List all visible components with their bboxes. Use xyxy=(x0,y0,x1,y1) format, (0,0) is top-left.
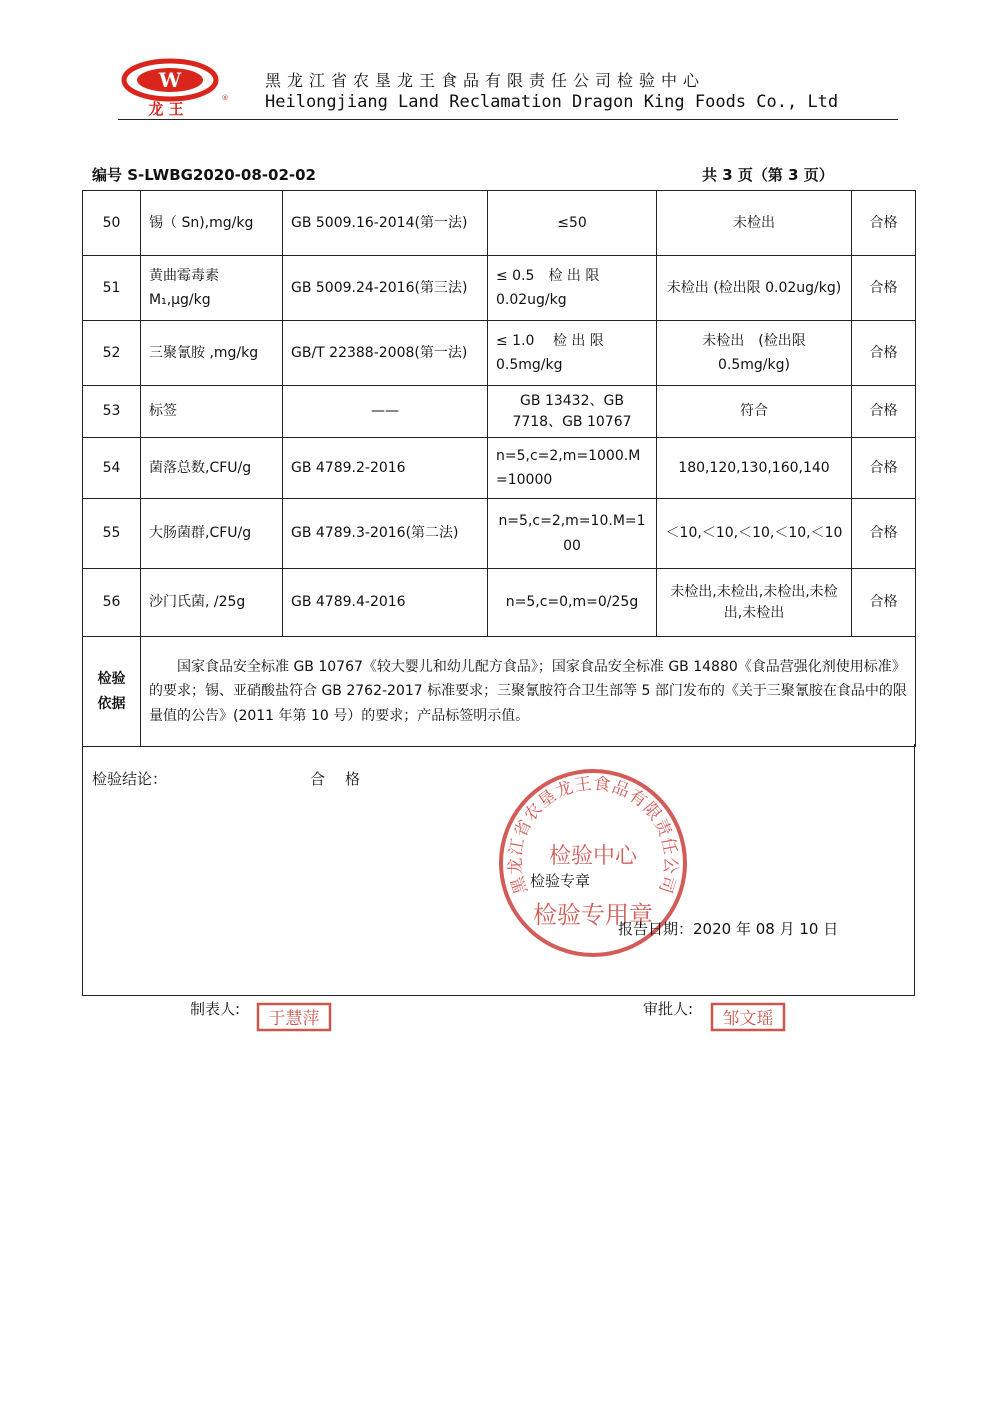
header-divider xyxy=(118,119,898,120)
test-result: ＜10,＜10,＜10,＜10,＜10 xyxy=(657,499,852,569)
seal-center-2: 检验专用章 xyxy=(533,901,653,929)
row-number: 53 xyxy=(83,386,141,438)
approved-by-label: 审批人: xyxy=(643,1000,694,1018)
row-number: 54 xyxy=(83,438,141,499)
approved-by-name: 邹文瑶 xyxy=(722,1009,774,1029)
conclusion-value: 合格 xyxy=(310,770,381,788)
page-count: 共 3 页（第 3 页） xyxy=(702,166,834,184)
limit-value: n=5,c=0,m=0/25g xyxy=(488,569,657,637)
approved-by-signature-stamp xyxy=(710,1002,786,1032)
test-item: 锡（ Sn),mg/kg xyxy=(141,191,283,256)
row-number: 51 xyxy=(83,256,141,321)
svg-text:®: ® xyxy=(221,94,229,102)
company-name-en: Heilongjiang Land Reclamation Dragon King Foods Co., Ltd xyxy=(265,92,839,112)
test-item: 三聚氰胺 ,mg/kg xyxy=(141,321,283,386)
limit-value: ≤50 xyxy=(488,191,657,256)
test-item: 黄曲霉毒素 M₁,μg/kg xyxy=(141,256,283,321)
verdict: 合格 xyxy=(852,569,916,637)
seal-caption: 检验专章 xyxy=(530,872,591,890)
basis-text: 国家食品安全标准 GB 10767《较大婴儿和幼儿配方食品》；国家食品安全标准 GB 14880《食品营强化剂使用标准》的要求；锡、亚硝酸盐符合 GB 2762-2017 标准要求；三聚氰胺符合卫生部等 5 部门发布的《关于三聚氰胺在食品中的限量值的公告》(2011 年第 10 号）的要求；产品标签明示值。 xyxy=(141,637,916,747)
logo-text: 龙 王 xyxy=(148,100,184,118)
table-row xyxy=(83,191,916,256)
test-result: 未检出 (检出限 0.5mg/kg) xyxy=(657,321,852,386)
limit-value: n=5,c=2,m=10.M=100 xyxy=(488,499,657,569)
verdict: 合格 xyxy=(852,499,916,569)
company-name-cn: 黑龙江省农垦龙王食品有限责任公司检验中心 xyxy=(265,71,706,90)
test-item: 菌落总数,CFU/g xyxy=(141,438,283,499)
test-method: GB 4789.4-2016 xyxy=(283,569,488,637)
limit-value: ≤ 0.5 检 出 限 0.02ug/kg xyxy=(488,256,657,321)
report-number: 编号 S-LWBG2020-08-02-02 xyxy=(92,166,316,184)
limit-value: ≤ 1.0 检 出 限 0.5mg/kg xyxy=(488,321,657,386)
prepared-by-signature-stamp xyxy=(256,1002,332,1032)
prepared-by-name: 于慧萍 xyxy=(268,1009,320,1029)
verdict: 合格 xyxy=(852,191,916,256)
table-row xyxy=(83,499,916,569)
test-method: GB 4789.2-2016 xyxy=(283,438,488,499)
table-row xyxy=(83,438,916,499)
test-result: 符合 xyxy=(657,386,852,438)
test-item: 大肠菌群,CFU/g xyxy=(141,499,283,569)
test-item: 沙门氏菌, /25g xyxy=(141,569,283,637)
verdict: 合格 xyxy=(852,386,916,438)
row-number: 55 xyxy=(83,499,141,569)
test-result: 未检出,未检出,未检出,未检出,未检出 xyxy=(657,569,852,637)
row-number: 50 xyxy=(83,191,141,256)
results-table xyxy=(82,190,916,747)
test-result: 未检出 xyxy=(657,191,852,256)
basis-row xyxy=(83,637,916,747)
basis-label: 检验依据 xyxy=(83,637,141,747)
company-logo xyxy=(120,58,230,118)
test-method: GB/T 22388-2008(第一法) xyxy=(283,321,488,386)
verdict: 合格 xyxy=(852,256,916,321)
table-row xyxy=(83,321,916,386)
row-number: 52 xyxy=(83,321,141,386)
row-number: 56 xyxy=(83,569,141,637)
test-method: —— xyxy=(283,386,488,438)
table-row xyxy=(83,569,916,637)
test-result: 未检出 (检出限 0.02ug/kg) xyxy=(657,256,852,321)
verdict: 合格 xyxy=(852,321,916,386)
test-method: GB 4789.3-2016(第二法) xyxy=(283,499,488,569)
conclusion-label: 检验结论： xyxy=(92,770,168,788)
test-result: 180,120,130,160,140 xyxy=(657,438,852,499)
test-item: 标签 xyxy=(141,386,283,438)
seal-ring-text: 黑龙江省农垦龙王食品有限责任公司 xyxy=(505,773,681,897)
table-row xyxy=(83,386,916,438)
report-date: 报告日期：2020 年 08 月 10 日 xyxy=(618,920,839,938)
limit-value: GB 13432、GB 7718、GB 10767 xyxy=(488,386,657,438)
verdict: 合格 xyxy=(852,438,916,499)
test-method: GB 5009.16-2014(第一法) xyxy=(283,191,488,256)
limit-value: n=5,c=2,m=1000.M=10000 xyxy=(488,438,657,499)
logo-mark: W xyxy=(158,68,182,92)
prepared-by-label: 制表人: xyxy=(190,1000,241,1018)
test-method: GB 5009.24-2016(第三法) xyxy=(283,256,488,321)
table-row xyxy=(83,256,916,321)
seal-center-1: 检验中心 xyxy=(548,844,638,869)
